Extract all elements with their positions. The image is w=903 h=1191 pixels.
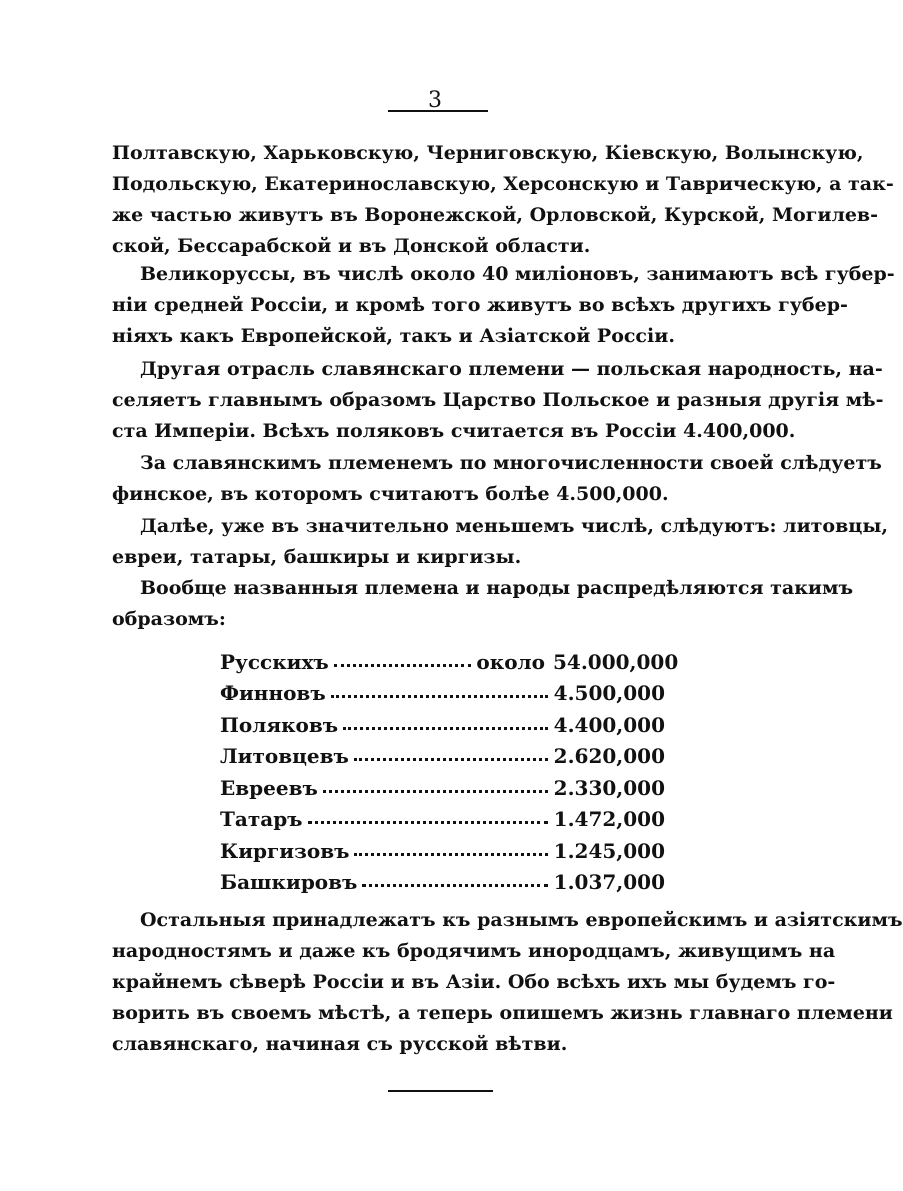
- text-line: Подольскую, Екатеринославскую, Херсонскую и Таврическую, а так-: [112, 173, 894, 195]
- table-row: [220, 674, 665, 706]
- end-rule: [388, 1090, 493, 1092]
- text-line: образомъ:: [112, 608, 226, 630]
- table-row: [220, 642, 679, 674]
- population-count: 1.037,000: [553, 870, 665, 894]
- paragraph-finns: [112, 448, 882, 510]
- text-line: крайнемъ сѣверѣ Россіи и въ Азіи. Обо всѣхъ ихъ мы будемъ го-: [112, 971, 836, 993]
- population-count: 2.330,000: [553, 775, 665, 800]
- people-name: Финновъ: [220, 681, 326, 705]
- text-line: славянскаго, начиная съ русской вѣтви.: [112, 1033, 568, 1055]
- table-row: [220, 863, 665, 895]
- people-name: Литовцевъ: [220, 744, 349, 768]
- approximation-label: около: [476, 649, 545, 674]
- paragraph-provinces: [112, 138, 894, 262]
- table-row: [220, 831, 665, 863]
- population-count: 4.400,000: [553, 712, 665, 737]
- population-count: 4.500,000: [553, 681, 665, 705]
- dot-leader: [331, 695, 548, 698]
- text-line: селяетъ главнымъ образомъ Царство Польское и разныя другія мѣ-: [112, 389, 884, 411]
- text-line: ста Имперіи. Всѣхъ поляковъ считается въ Россіи 4.400,000.: [112, 420, 796, 442]
- people-name: Евреевъ: [220, 775, 318, 800]
- people-name: Татаръ: [220, 807, 303, 831]
- text-line: Остальныя принадлежатъ къ разнымъ европейскимъ и азіятскимъ: [140, 909, 903, 931]
- dot-leader: [323, 790, 548, 793]
- text-line: ворить въ своемъ мѣстѣ, а теперь опишемъ жизнь главнаго племени: [112, 1002, 893, 1024]
- text-line: народностямъ и даже къ бродячимъ инородцамъ, живущимъ на: [112, 940, 836, 962]
- paragraph-remaining-peoples: [112, 905, 903, 1060]
- table-row: [220, 800, 665, 832]
- population-count: 2.620,000: [553, 744, 665, 768]
- text-line: Великоруссы, въ числѣ около 40 милiоновъ, занимаютъ всѣ губер-: [140, 263, 895, 285]
- people-name: Киргизовъ: [220, 838, 350, 863]
- dot-leader: [362, 884, 548, 887]
- paragraph-distribution-intro: [112, 573, 854, 635]
- population-count: 54.000,000: [553, 649, 679, 674]
- table-row: [220, 768, 665, 800]
- dot-leader: [354, 853, 548, 856]
- text-line: евреи, татары, башкиры и киргизы.: [112, 546, 522, 568]
- page-number: 3: [428, 88, 442, 113]
- text-line: Далѣе, уже въ значительно меньшемъ числѣ, слѣдуютъ: литовцы,: [140, 515, 889, 537]
- text-line: Полтавскую, Харьковскую, Черниговскую, Кіевскую, Волынскую,: [112, 142, 864, 164]
- population-count: 1.245,000: [553, 838, 665, 863]
- table-row: [220, 705, 665, 737]
- text-line: финское, въ которомъ считаютъ болѣе 4.500,000.: [112, 483, 669, 505]
- paragraph-poles: [112, 354, 884, 447]
- population-table: [220, 642, 679, 894]
- people-name: Башкировъ: [220, 870, 358, 894]
- text-line: ніяхъ какъ Европейской, такъ и Азіатской Россіи.: [112, 325, 675, 347]
- text-line: Другая отрасль славянскаго племени — польская народность, на-: [140, 358, 883, 380]
- text-line: ской, Бессарабской и въ Донской области.: [112, 235, 591, 257]
- population-count: 1.472,000: [553, 807, 665, 831]
- text-line: же частью живутъ въ Воронежской, Орловской, Курской, Могилев-: [112, 204, 879, 226]
- people-name: Русскихъ: [220, 649, 329, 674]
- paragraph-great-russians: [112, 259, 895, 352]
- text-line: Вообще названныя племена и народы распредѣляются такимъ: [140, 577, 854, 599]
- page-number-rule: [388, 110, 488, 112]
- text-line: ніи средней Россіи, и кромѣ того живутъ во всѣхъ другихъ губер-: [112, 294, 848, 316]
- dot-leader: [343, 727, 548, 730]
- text-line: За славянскимъ племенемъ по многочисленности своей слѣдуетъ: [140, 452, 882, 474]
- paragraph-other-peoples: [112, 511, 889, 573]
- dot-leader: [334, 664, 472, 667]
- table-row: [220, 737, 665, 769]
- dot-leader: [308, 821, 548, 824]
- people-name: Поляковъ: [220, 712, 339, 737]
- dot-leader: [354, 758, 548, 761]
